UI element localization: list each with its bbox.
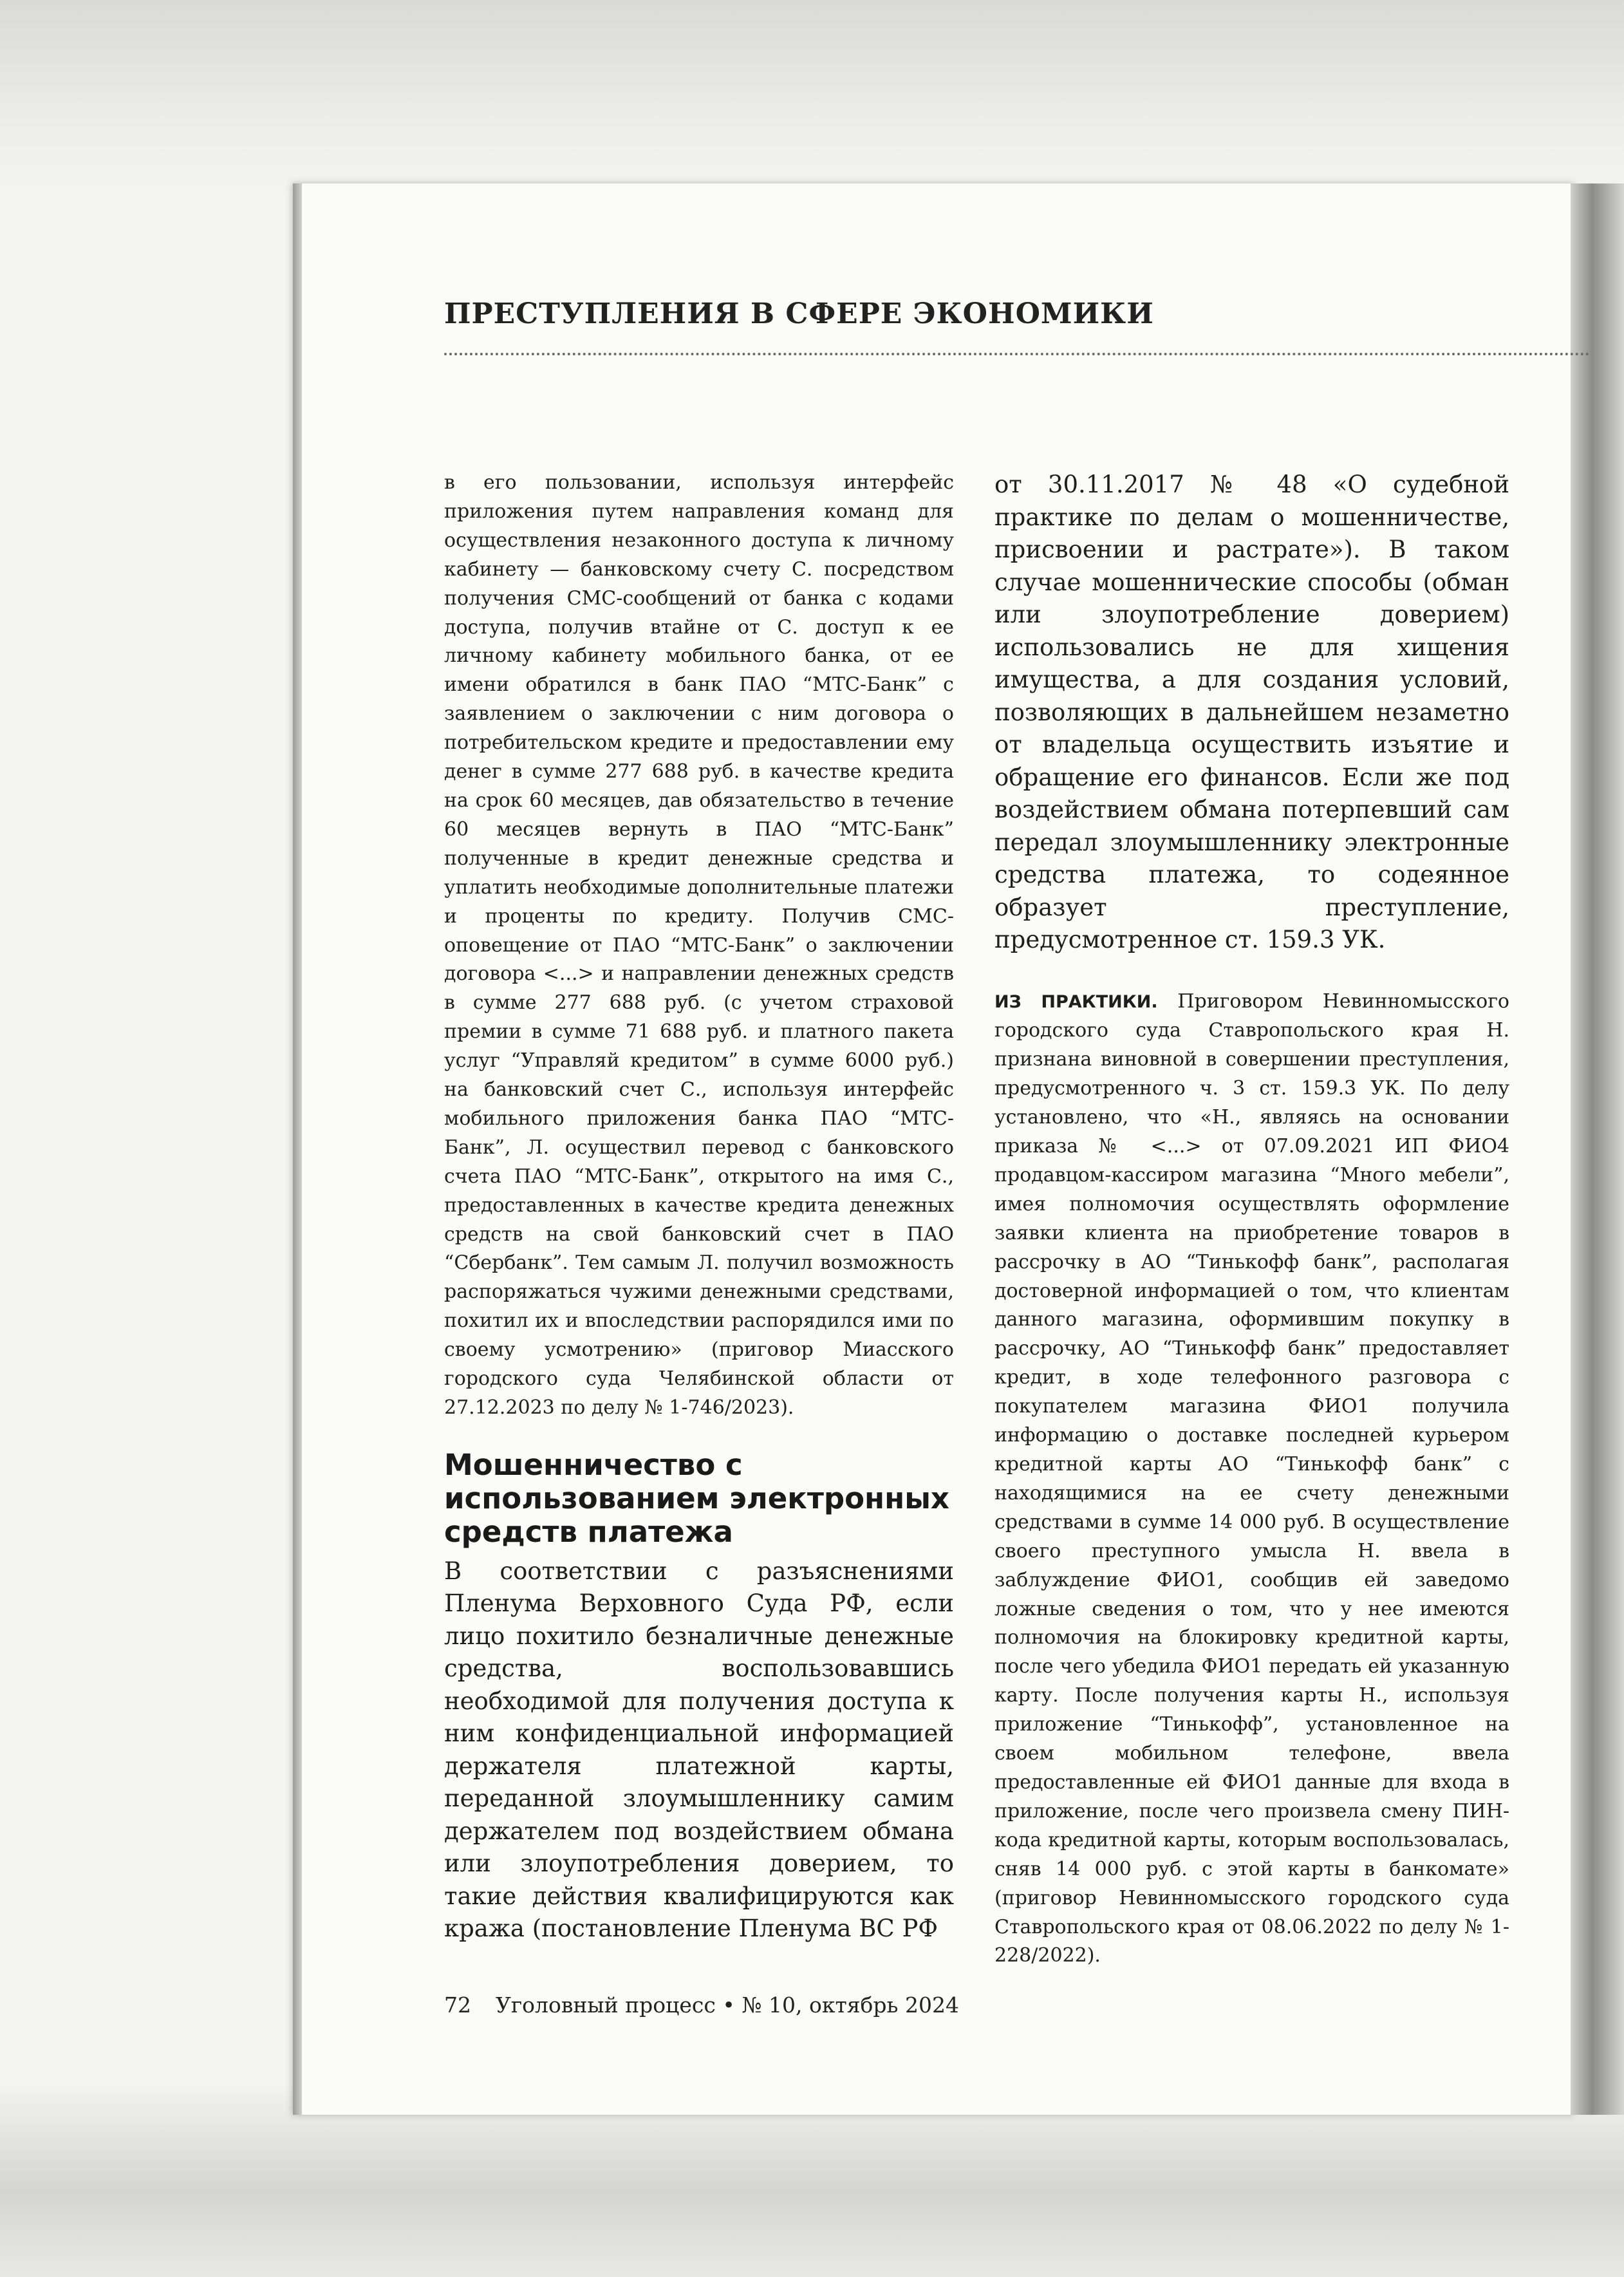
left-column <box>444 469 954 1945</box>
practice-text: Приговором Невинномысского городского суда Ставропольского края Н. признана виновной в совершении преступления, предусмотренного ч. 3 ст. 159.3 УК. По делу установлено, что «Н., являясь на основании приказа № <...> от 07.09.2021 ИП ФИО4 продавцом-кассиром магазина “Много мебели”, имея полномочия осуществлять оформление заявки клиента на приобретение товаров в рассрочку в АО “Тинькофф банк”, располагая достоверной информацией о том, что клиентам данного магазина, оформившим покупку в рассрочку, АО “Тинькофф банк” предоставляет кредит, в ходе телефонного разговора с покупателем магазина ФИО1 получила информацию о доставке последней курьером кредитной карты АО “Тинькофф банк” с находящимися на ее счету денежными средствами в сумме 14 000 руб. В осуществление своего преступного умысла Н. ввела в заблуждение ФИО1, сообщив ей заведомо ложные сведения о том, что у нее имеются полномочия на блокировку кредитной карты, после чего убедила ФИО1 передать ей указанную карту. После получения карты Н., используя приложение “Тинькофф”, установленное на своем мобильном телефоне, ввела предоставленные ей ФИО1 данные для входа в приложение, после чего произвела смену ПИН-кода кредитной карты, которым воспользовалась, сняв 14 000 руб. с этой карты в банкомате» (приговор Невинномысского городского суда Ставропольского края от 08.06.2022 по делу № 1-228/2022). <box>994 989 1509 1967</box>
body-paragraph: В соответствии с разъяснениями Пленума Верховного Суда РФ, если лицо похитило безналичные денежные средства, воспользовавшись необходимой для получения доступа к ним конфиденциальной информацией держателя платежной карты, переданной злоумышленнику самим держателем под воздействием обмана или злоупотребления доверием, то такие действия квалифицируются как кража (постановление Пленума ВС РФ <box>444 1557 954 1943</box>
journal-info: Уголовный процесс • № 10, октябрь 2024 <box>496 1992 959 2018</box>
practice-label: ИЗ ПРАКТИКИ. <box>994 991 1158 1012</box>
page-right-edge <box>1571 183 1624 2115</box>
practice-paragraph <box>994 988 1509 1971</box>
body-paragraph-continued: от 30.11.2017 № 48 «О судебной практике по делам о мошенничестве, присвоении и растрате»). В таком случае мошеннические способы (обман или злоупотребление доверием) использовались не для хищения имущества, а для создания условий, позволяющих в дальнейшем незаметно от владельца осуществить изъятие и обращение его финансов. Если же под воздействием обмана потерпевший сам передал злоумышленнику электронные средства платежа, то содеянное образует преступление, предусмотренное ст. 159.3 УК. <box>994 471 1509 953</box>
subheading: Мошенничество с использованием электронных средств платежа <box>444 1447 949 1549</box>
right-column <box>994 469 1509 1971</box>
page-number: 72 <box>444 1992 471 2018</box>
case-text-paragraph: в его пользовании, используя интерфейс приложения путем направления команд для осуществления незаконного доступа к личному кабинету — банковскому счету С. посредством получения СМС-сообщений от банка с кодами доступа, получив втайне от С. доступ к ее личному кабинету мобильного банка, от ее имени обратился в банк ПАО “МТС-Банк” с заявлением о заключении с ним договора о потребительском кредите и предоставлении ему денег в сумме 277 688 руб. в качестве кредита на срок 60 месяцев, дав обязательство в течение 60 месяцев вернуть в ПАО “МТС-Банк” полученные в кредит денежные средства и уплатить необходимые дополнительные платежи и проценты по кредиту. Получив СМС-оповещение от ПАО “МТС-Банк” о заключении договора <...> и направлении денежных средств в сумме 277 688 руб. (с учетом страховой премии в сумме 71 688 руб. и платного пакета услуг “Управляй кредитом” в сумме 6000 руб.) на банковский счет С., используя интерфейс мобильного приложения банка ПАО “МТС-Банк”, Л. осуществил перевод с банковского счета ПАО “МТС-Банк”, открытого на имя С., предоставленных в качестве кредита денежных средств на свой банковский счет в ПАО “Сбербанк”. Тем самым Л. получил возможность распоряжаться чужими денежными средствами, похитил их и впоследствии распорядился ими по своему усмотрению» (приговор Миасского городского суда Челябинской области от 27.12.2023 по делу № 1-746/2023). <box>444 471 954 1419</box>
header-divider <box>444 353 1590 355</box>
scan-shadow-top <box>0 0 1624 200</box>
page-left-edge <box>293 183 302 2115</box>
page-footer <box>444 1992 959 2018</box>
section-title: ПРЕСТУПЛЕНИЯ В СФЕРЕ ЭКОНОМИКИ <box>444 297 1154 330</box>
